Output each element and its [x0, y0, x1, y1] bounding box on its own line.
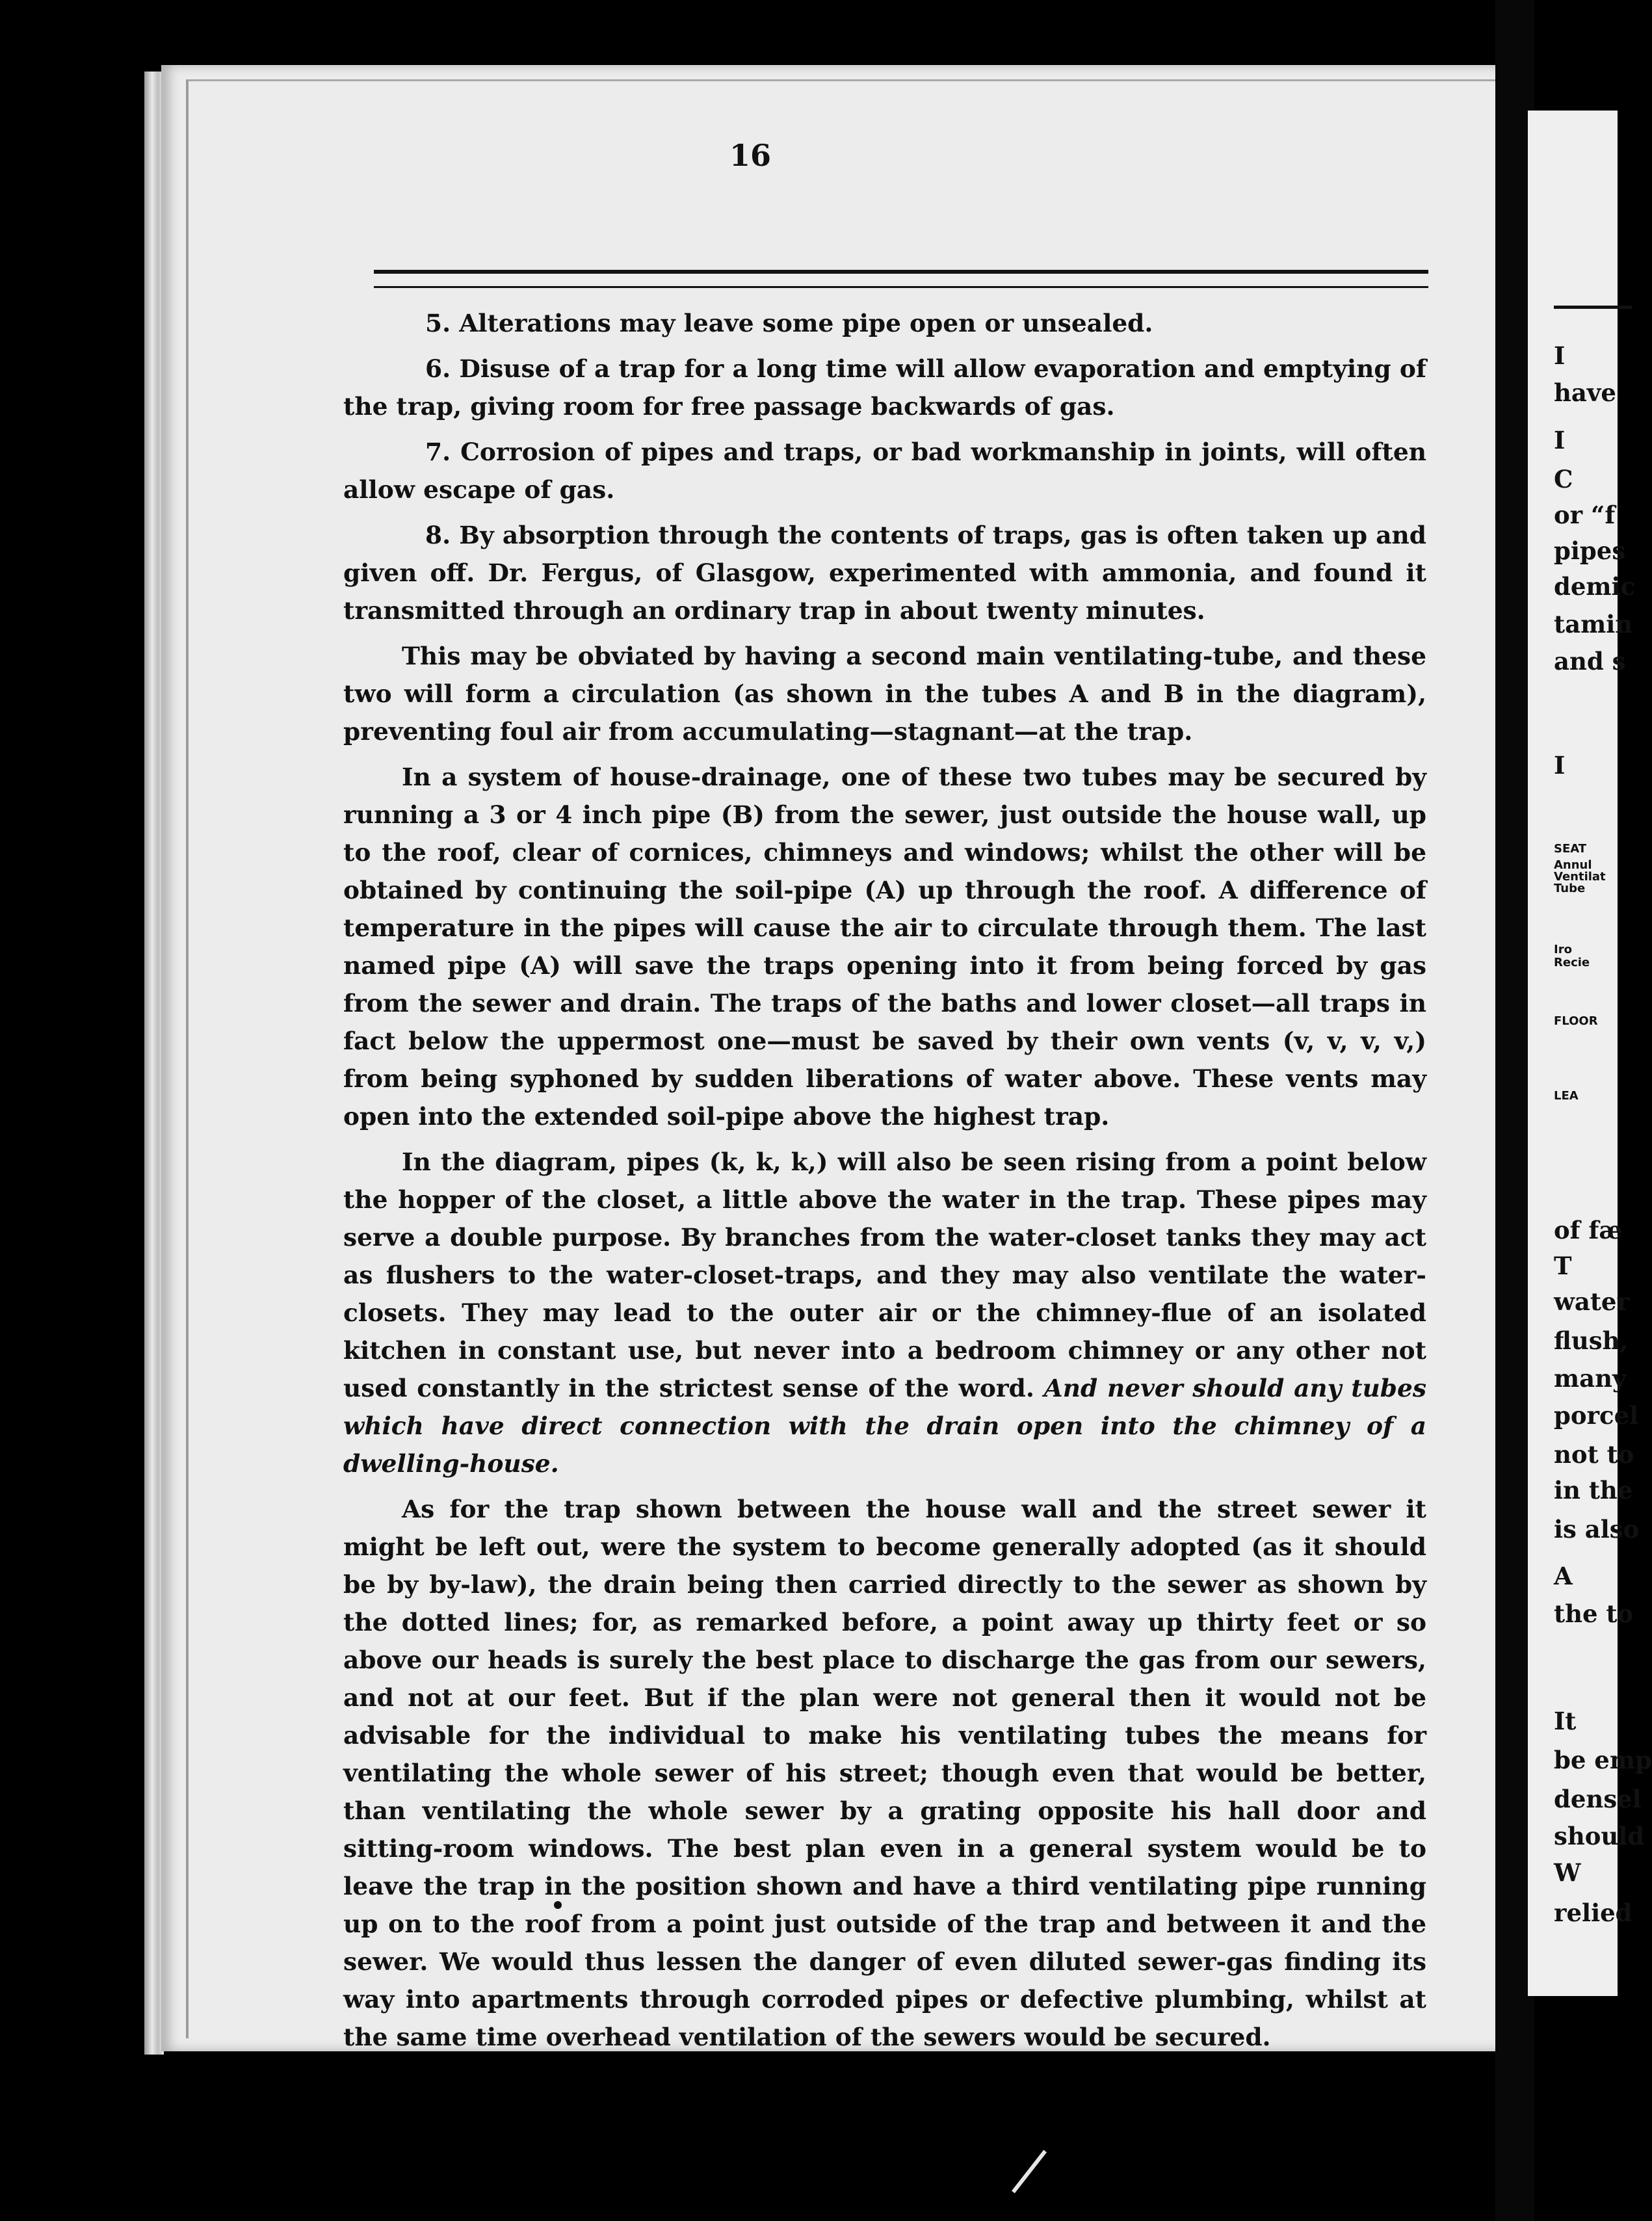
adjacent-page-fragment: I: [1554, 426, 1566, 454]
adjacent-page-fragment: tamin: [1554, 610, 1633, 638]
adjacent-page-fragment: be emp: [1554, 1746, 1652, 1774]
paragraph-item-6: 6. Disuse of a trap for a long time will allow evaporation and emptying of the trap, giving room for free passage backwards of gas.: [343, 354, 1426, 421]
adjacent-page-fragment: demic: [1554, 572, 1636, 601]
adjacent-page-fragment: many: [1554, 1364, 1627, 1393]
paragraph-diagram-pipes-italic: And never should any tubes which have direct connection with the drain open into the chimney of a dwelling-house.: [343, 1374, 1426, 1478]
adjacent-page-rule: [1554, 306, 1632, 309]
paragraph-trap-sewer: As for the trap shown between the house wall and the street sewer it might be left out, were the system to become generally adopted (as it should be by by-law), the drain being then carried directly to the sewer as shown by the dotted lines; for, as remarked before, a point away up thirty feet or so above our heads is surely the best place to discharge the gas from our sewers, and not at our feet. But if the plan were not general then it would not be advisable for the individual to make his ventilating tubes the means for ventilating the whole sewer of his street; though even that would be better, than ventilating the whole sewer by a grating opposite his hall door and sitting-room windows. The best plan even in a general system would be to leave the trap in the position shown and have a third ventilating pipe running up on to the roof from a point just outside of the trap and between it and the sewer. We would thus lessen the danger of even diluted sewer-gas finding its way into apartments through corroded pipes or defective plumbing, whilst at the same time overhead ventilation of the sewers would be secured.: [343, 1495, 1426, 2051]
adjacent-page-fragment: FLOOR: [1554, 1014, 1598, 1028]
adjacent-page-fragment: water: [1554, 1287, 1629, 1316]
adjacent-page-fragment: of fæ: [1554, 1216, 1623, 1244]
ink-dot: [554, 1901, 562, 1909]
adjacent-page-fragment: not to: [1554, 1440, 1634, 1469]
adjacent-page-fragment: have: [1554, 378, 1616, 407]
adjacent-page-fragment: densel: [1554, 1785, 1642, 1813]
adjacent-page-fragment: Iro: [1554, 943, 1572, 956]
paragraph-item-5: 5. Alterations may leave some pipe open or unsealed.: [425, 309, 1153, 337]
adjacent-page-fragment: or “f: [1554, 501, 1616, 529]
adjacent-page-fragment: relied: [1554, 1899, 1632, 1927]
body-text: [343, 304, 1426, 2064]
page-number: 16: [729, 138, 772, 173]
adjacent-page-fragment: Tube: [1554, 882, 1586, 895]
adjacent-page-fragment: the to: [1554, 1599, 1634, 1628]
paragraph-item-7: 7. Corrosion of pipes and traps, or bad workmanship in joints, will often allow escape of gas.: [343, 438, 1426, 504]
adjacent-page-fragment: should: [1554, 1822, 1645, 1850]
adjacent-page-fragment: Annul: [1554, 858, 1592, 872]
adjacent-page-fragment: LEA: [1554, 1089, 1579, 1103]
scan-scratch: [1012, 2150, 1047, 2194]
paragraph-diagram-pipes-text: In the diagram, pipes (k, k, k,) will also be seen rising from a point below the hopper of the closet, a little above the water in the trap. These pipes may serve a double purpose. By branches from the water-closet tanks they may act as flushers to the water-closet-traps, and they may also ventilate the water-closets. They may lead to the outer air or the chimney-flue of an isolated kitchen in constant use, but never into a bedroom chimney or any other not used constantly in the strictest sense of the word.: [343, 1148, 1426, 1402]
adjacent-page-fragment: A: [1554, 1562, 1573, 1590]
adjacent-page-fragment: SEAT: [1554, 842, 1587, 856]
adjacent-page-fragment: flush,: [1554, 1326, 1629, 1355]
adjacent-page-fragment: Ventilat: [1554, 870, 1606, 884]
adjacent-page-fragment: Recie: [1554, 956, 1590, 969]
adjacent-page-sliver: [1528, 111, 1652, 1996]
adjacent-page-fragment: C: [1554, 465, 1573, 493]
paragraph-house-drainage: In a system of house-drainage, one of these two tubes may be secured by running a 3 or 4 inch pipe (B) from the sewer, just outside the house wall, up to the roof, clear of cornices, chimneys and windows; whilst the other will be obtained by continuing the soil-pipe (A) up through the roof. A difference of temperature in the pipes will cause the air to circulate through them. The last named pipe (A) will save the traps opening into it from being forced by gas from the sewer and drain. The traps of the baths and lower closet—all traps in fact below the uppermost one—must be saved by their own vents (v, v, v, v,) from being syphoned by sudden liberations of water above. These vents may open into the extended soil-pipe above the highest trap.: [343, 763, 1426, 1131]
header-rule-thin: [374, 286, 1428, 288]
header-rule-thick: [374, 270, 1428, 274]
adjacent-page-fragment: T: [1554, 1252, 1572, 1280]
adjacent-page-fragment: I: [1554, 341, 1566, 370]
adjacent-page-fragment: It: [1554, 1707, 1577, 1735]
adjacent-page-fragment: in the: [1554, 1476, 1633, 1505]
paragraph-obviated: This may be obviated by having a second main ventilating-tube, and these two will form a circulation (as shown in the tubes A and B in the diagram), preventing foul air from accumulating—stagnant—at the trap.: [343, 642, 1426, 746]
adjacent-page-fragment: pipes: [1554, 536, 1626, 565]
adjacent-page-fragment: and s: [1554, 647, 1626, 676]
paragraph-diagram-pipes: [343, 1143, 1426, 1482]
adjacent-page-fragment: is also: [1554, 1515, 1640, 1544]
adjacent-page-fragment: I: [1554, 751, 1566, 780]
paragraph-item-8: 8. By absorption through the contents of traps, gas is often taken up and given off. Dr. Fergus, of Glasgow, experimented with ammonia, and found it transmitted through an ordinary trap in about twenty minutes.: [343, 521, 1426, 625]
adjacent-page-fragment: W: [1554, 1858, 1581, 1887]
adjacent-page-fragment: porcel: [1554, 1401, 1639, 1430]
